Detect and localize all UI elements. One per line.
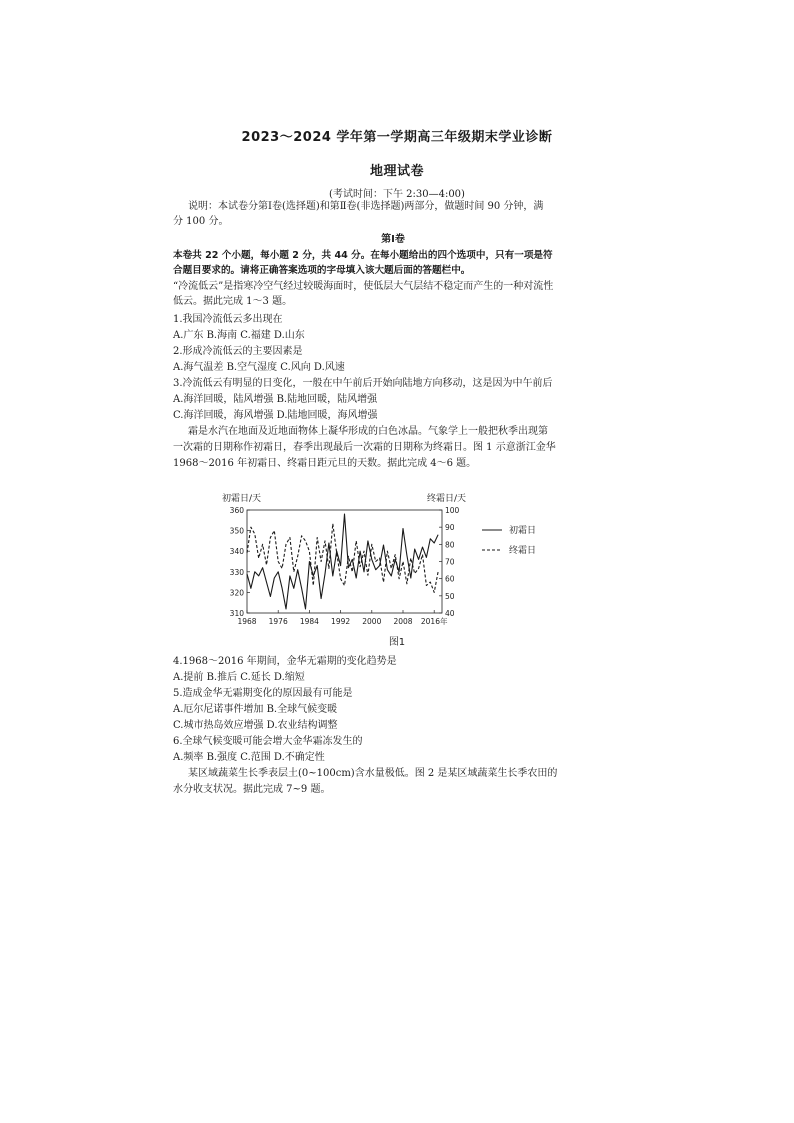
x-tick-label: 1992	[331, 617, 351, 626]
question-5-options-2: C.城市热岛效应增强 D.农业结构调整	[173, 720, 338, 731]
passage2-line-3: 1968～2016 年初霜日、终霜日距元旦的天数。据此完成 4～6 题。	[173, 458, 477, 469]
right-tick-label: 40	[445, 609, 455, 618]
question-3-stem: 3.冷流低云有明显的日变化，一般在中午前后开始向陆地方向移动，这是因为中午前后	[173, 378, 553, 389]
part1-heading: 第Ⅰ卷	[381, 234, 405, 245]
passage1-line-2: 低云。据此完成 1～3 题。	[173, 296, 293, 307]
x-tick-label: 1968	[237, 617, 257, 626]
right-tick-label: 100	[445, 506, 460, 515]
question-2-options: A.海气温差 B.空气湿度 C.风向 D.风速	[173, 362, 345, 373]
left-tick-label: 360	[229, 506, 244, 515]
first-frost-series-line	[247, 514, 438, 609]
frost-day-chart	[222, 488, 562, 648]
right-tick-label: 90	[445, 523, 455, 533]
instructions-text-1: 说明：本试卷分第Ⅰ卷(选择题)和第Ⅱ卷(非选择题)两部分，做题时间 90 分钟，满	[188, 201, 544, 212]
exam-time: (考试时间：下午 2:30—4:00)	[329, 189, 465, 200]
legend-label: 初霜日	[509, 526, 537, 536]
left-tick-label: 320	[229, 588, 244, 598]
left-tick-label: 330	[229, 567, 244, 577]
x-tick-label: 1984	[299, 617, 319, 626]
subject-title: 地理试卷	[369, 164, 424, 179]
part1-desc-line-2: 合题目要求的。请将正确答案选项的字母填入该大题后面的答题栏中。	[173, 265, 471, 276]
passage2-line-2: 一次霜的日期称作初霜日，春季出现最后一次霜的日期称为终霜日。图 1 示意浙江金华	[173, 442, 556, 453]
x-tick-label: 2016年	[420, 617, 448, 626]
question-1-options: A.广东 B.海南 C.福建 D.山东	[173, 330, 305, 341]
passage2-line-1: 霜是水汽在地面及近地面物体上凝华形成的白色冰晶。气象学上一般把秋季出现第	[188, 426, 548, 437]
legend-label: 终霜日	[509, 546, 537, 556]
passage3-line-2: 水分收支状况。据此完成 7~9 题。	[173, 784, 331, 795]
instructions-line-2: 分 100 分。	[173, 216, 229, 227]
left-axis-label: 初霜日/天	[222, 494, 262, 504]
question-6-options: A.频率 B.强度 C.范围 D.不确定性	[173, 752, 325, 763]
right-tick-label: 80	[445, 540, 455, 550]
x-tick-label: 2000	[362, 617, 382, 626]
question-4-options: A.提前 B.推后 C.延长 D.缩短	[173, 672, 305, 683]
exam-title: 2023～2024 学年第一学期高三年级期末学业诊断	[241, 130, 553, 145]
x-tick-label: 1976	[268, 617, 288, 626]
left-tick-label: 340	[229, 547, 244, 557]
question-2-stem: 2.形成冷流低云的主要因素是	[173, 346, 303, 357]
figure-1-caption: 图1	[388, 637, 406, 648]
passage1-line-1: “冷流低云”是指寒冷空气经过较暖海面时，使低层大气层结不稳定而产生的一种对流性	[173, 281, 554, 292]
part1-desc-line-1: 本卷共 22 个小题，每小题 2 分，共 44 分。在每小题给出的四个选项中，只有一项是符	[173, 250, 553, 261]
left-tick-label: 310	[229, 609, 244, 618]
passage3-line-1: 某区域蔬菜生长季表层土(0~100cm)含水量极低。图 2 是某区域蔬菜生长季农田的	[188, 768, 558, 779]
question-5-stem: 5.造成金华无霜期变化的原因最有可能是	[173, 688, 353, 699]
instructions-line-1	[188, 200, 628, 213]
right-tick-label: 60	[445, 574, 455, 584]
right-axis-label: 终霜日/天	[426, 494, 466, 504]
right-tick-label: 70	[445, 557, 455, 567]
left-tick-label: 350	[229, 526, 244, 536]
x-tick-label: 2008	[393, 617, 413, 626]
question-5-options-1: A.厄尔尼诺事件增加 B.全球气候变暖	[173, 704, 338, 715]
question-3-options-1: A.海洋回暖，陆风增强 B.陆地回暖，陆风增强	[173, 394, 378, 405]
right-tick-label: 50	[445, 591, 455, 601]
question-4-stem: 4.1968～2016 年期间，金华无霜期的变化趋势是	[173, 656, 397, 667]
question-1-stem: 1.我国冷流低云多出现在	[173, 314, 283, 325]
question-3-options-2: C.海洋回暖，海风增强 D.陆地回暖，海风增强	[173, 410, 378, 421]
question-6-stem: 6.全球气候变暖可能会增大金华霜冻发生的	[173, 736, 363, 747]
